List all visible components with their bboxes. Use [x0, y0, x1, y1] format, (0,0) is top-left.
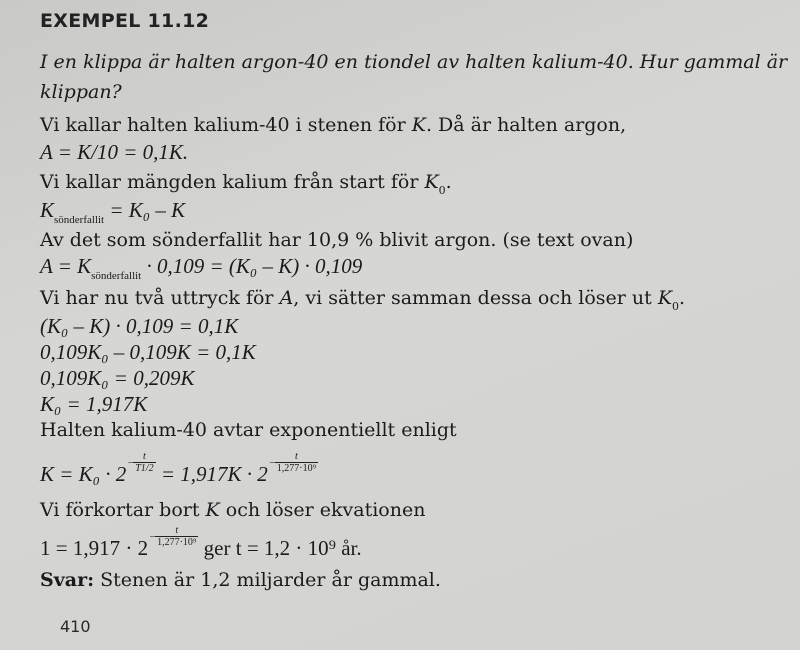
problem-statement-line-2: klippan? — [40, 81, 122, 103]
problem-statement-line-1: I en klippa är halten argon-40 en tiondel av halten kalium-40. Hur gammal är — [40, 51, 788, 73]
text-argon-fraction: Av det som sönderfallit har 10,9 % blivit argon. (se text ovan) — [40, 229, 634, 251]
equation-step-1: (K₀ – K) · 0,109 = 0,1K — [40, 314, 239, 338]
equation-solve-t: 1 = 1,917 · 2 – $\frac{t}{\text{1,277·10⁹}}$ ger t = 1,2 · 10⁹ år. — [40, 525, 362, 560]
answer-label: Svar: — [40, 569, 95, 591]
equation-step-3: 0,109K₀ = 0,209K — [40, 366, 195, 390]
exponent-half-life: – $\frac{t}{T1/2}$ — [128, 451, 154, 475]
equation-step-4: K₀ = 1,917K — [40, 392, 148, 416]
text-define-k0: Vi kallar mängden kalium från start för $K_0$. — [40, 171, 452, 197]
exponent-numeric: – $\frac{t}{\text{1,277·10⁹}}$ — [269, 451, 317, 475]
text-define-k: Vi kallar halten kalium-40 i stenen för K. Då är halten argon, — [40, 114, 627, 136]
equation-argon: A = K/10 = 0,1K. — [40, 140, 189, 164]
answer-text: Stenen är 1,2 miljarder år gammal. — [94, 569, 441, 591]
example-heading: EXEMPEL 11.12 — [40, 10, 210, 32]
exponent-solve: – $\frac{t}{\text{1,277·10⁹}}$ — [150, 525, 197, 549]
equation-argon-amount: $A = K_{sönderfallit} \cdot 0,109 = (K_0 - K) \cdot 0,109$ — [40, 254, 363, 282]
equation-exponential-decay: K = K₀ · 2 – $\frac{t}{T1/2}$ = 1,917K · 2 – $\frac{t}{\text{1,277·10⁹}}$ — [40, 451, 317, 486]
text-exponential: Halten kalium-40 avtar exponentiellt enligt — [40, 419, 457, 441]
text-combine: Vi har nu två uttryck för A, vi sätter samman dessa och löser ut $K_0$. — [40, 287, 686, 313]
page-number: 410 — [60, 617, 91, 636]
equation-step-2: 0,109K₀ – 0,109K = 0,1K — [40, 340, 256, 364]
equation-decayed: $K_{sönderfallit} = K_0 - K$ — [40, 198, 186, 226]
text-simplify: Vi förkortar bort K och löser ekvationen — [40, 499, 426, 521]
answer — [40, 568, 441, 592]
